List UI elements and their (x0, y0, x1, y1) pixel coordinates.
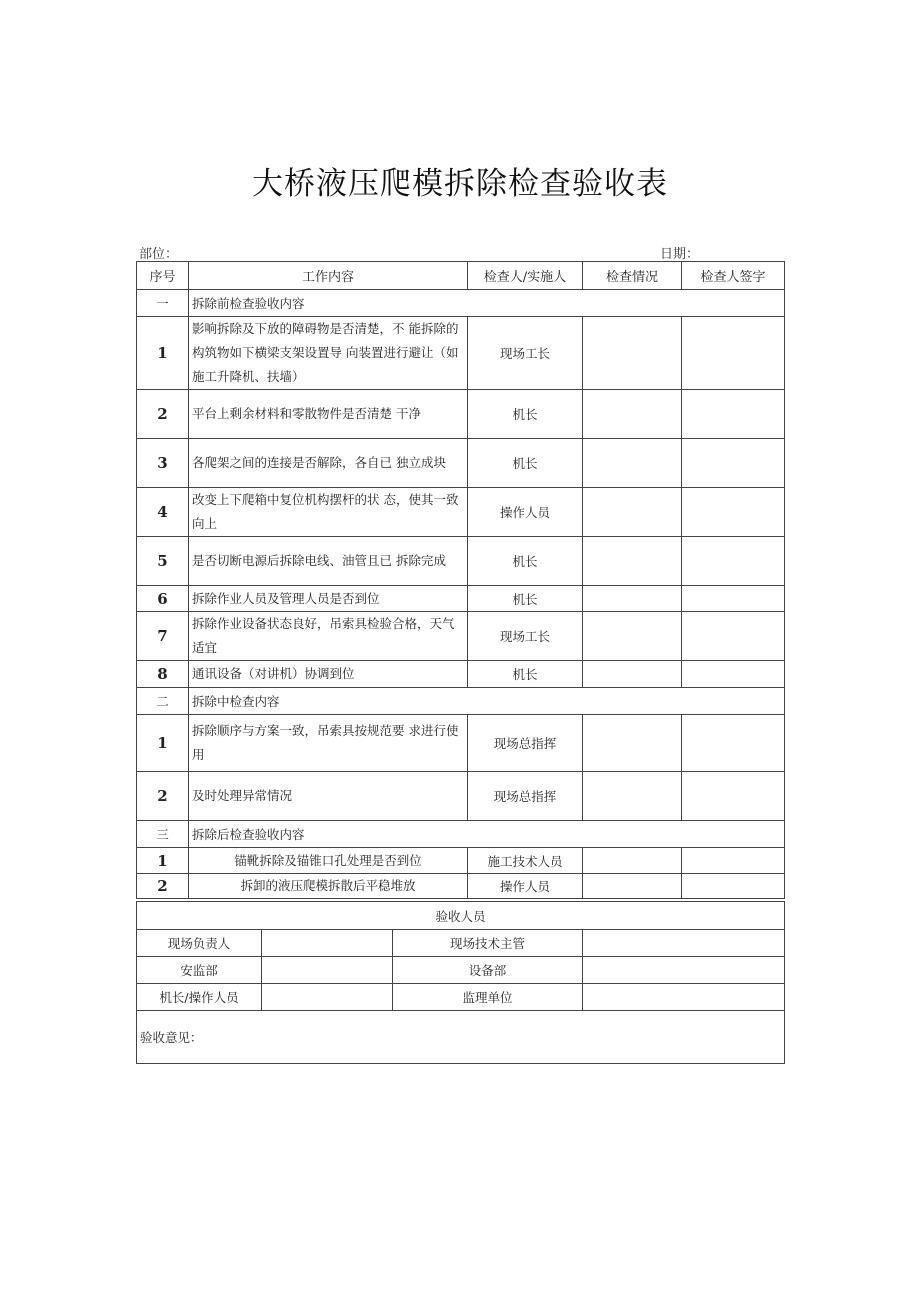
table-row (137, 848, 785, 874)
row-signature-cell[interactable] (682, 390, 785, 439)
row-seq: 5 (137, 537, 189, 586)
row-status-cell[interactable] (583, 439, 682, 488)
table-row (137, 488, 785, 537)
row-content: 改变上下爬箱中复位机构摆杆的状 态，使其一致向上 (189, 488, 468, 537)
row-signature-cell[interactable] (682, 537, 785, 586)
inspection-table (136, 261, 785, 899)
acceptance-sign-left[interactable] (262, 957, 393, 984)
header-seq: 序号 (137, 262, 189, 290)
row-seq: 2 (137, 390, 189, 439)
table-row (137, 661, 785, 688)
table-row (137, 390, 785, 439)
header-content: 工作内容 (189, 262, 468, 290)
row-signature-cell[interactable] (682, 874, 785, 899)
section-row (137, 688, 785, 715)
row-status-cell[interactable] (583, 317, 682, 390)
acceptance-role-right: 设备部 (393, 957, 583, 984)
acceptance-sign-left[interactable] (262, 984, 393, 1011)
acceptance-opinion[interactable]: 验收意见： (137, 1011, 785, 1064)
row-seq: 1 (137, 317, 189, 390)
row-seq: 2 (137, 874, 189, 899)
row-content: 拆除作业人员及管理人员是否到位 (189, 586, 468, 612)
row-inspector: 机长 (468, 439, 583, 488)
section-number: 三 (137, 821, 189, 848)
date-label: 日期： (660, 247, 700, 262)
location-label: 部位： (139, 247, 179, 262)
row-content: 拆卸的液压爬模拆散后平稳堆放 (189, 874, 468, 899)
acceptance-row (137, 984, 785, 1011)
row-inspector: 现场工长 (468, 317, 583, 390)
table-row (137, 537, 785, 586)
row-status-cell[interactable] (583, 661, 682, 688)
row-inspector: 现场总指挥 (468, 772, 583, 821)
acceptance-heading: 验收人员 (137, 902, 785, 930)
table-row (137, 715, 785, 772)
acceptance-table (136, 901, 785, 1064)
table-row (137, 317, 785, 390)
table-row (137, 772, 785, 821)
page-title: 大桥液压爬模拆除检查验收表 (252, 166, 668, 202)
row-status-cell[interactable] (583, 537, 682, 586)
row-seq: 8 (137, 661, 189, 688)
acceptance-role-left: 机长/操作人员 (137, 984, 262, 1011)
row-signature-cell[interactable] (682, 772, 785, 821)
acceptance-opinion-row (137, 1011, 785, 1064)
row-signature-cell[interactable] (682, 612, 785, 661)
row-content: 影响拆除及下放的障碍物是否清楚，不 能拆除的构筑物如下横梁支架设置导 向装置进行避让（如施工升降机、扶墙） (189, 317, 468, 390)
acceptance-heading-row (137, 902, 785, 930)
table-row (137, 586, 785, 612)
row-seq: 2 (137, 772, 189, 821)
acceptance-sign-right[interactable] (583, 984, 785, 1011)
acceptance-role-left: 现场负责人 (137, 930, 262, 957)
row-signature-cell[interactable] (682, 586, 785, 612)
header-status: 检查情况 (583, 262, 682, 290)
section-row (137, 821, 785, 848)
table-row (137, 439, 785, 488)
row-content: 平台上剩余材料和零散物件是否清楚 干净 (189, 390, 468, 439)
row-status-cell[interactable] (583, 772, 682, 821)
acceptance-sign-right[interactable] (583, 957, 785, 984)
row-seq: 1 (137, 715, 189, 772)
acceptance-role-right: 监理单位 (393, 984, 583, 1011)
row-signature-cell[interactable] (682, 439, 785, 488)
row-content: 各爬架之间的连接是否解除，各自已 独立成块 (189, 439, 468, 488)
row-inspector: 施工技术人员 (468, 848, 583, 874)
row-inspector: 操作人员 (468, 488, 583, 537)
row-content: 拆除顺序与方案一致，吊索具按规范要 求进行使用 (189, 715, 468, 772)
acceptance-sign-right[interactable] (583, 930, 785, 957)
row-content: 锚靴拆除及锚锥口孔处理是否到位 (189, 848, 468, 874)
row-seq: 3 (137, 439, 189, 488)
acceptance-role-left: 安监部 (137, 957, 262, 984)
row-status-cell[interactable] (583, 874, 682, 899)
row-content: 通讯设备（对讲机）协调到位 (189, 661, 468, 688)
table-header-row (137, 262, 785, 290)
row-signature-cell[interactable] (682, 661, 785, 688)
row-seq: 4 (137, 488, 189, 537)
acceptance-role-right: 现场技术主管 (393, 930, 583, 957)
row-inspector: 机长 (468, 537, 583, 586)
row-signature-cell[interactable] (682, 488, 785, 537)
section-title: 拆除后检查验收内容 (189, 821, 785, 848)
row-signature-cell[interactable] (682, 715, 785, 772)
row-seq: 7 (137, 612, 189, 661)
section-number: 一 (137, 290, 189, 317)
row-content: 及时处理异常情况 (189, 772, 468, 821)
row-status-cell[interactable] (583, 586, 682, 612)
row-status-cell[interactable] (583, 848, 682, 874)
row-signature-cell[interactable] (682, 848, 785, 874)
row-signature-cell[interactable] (682, 317, 785, 390)
acceptance-row (137, 930, 785, 957)
row-inspector: 现场总指挥 (468, 715, 583, 772)
section-title: 拆除中检查内容 (189, 688, 785, 715)
row-inspector: 机长 (468, 661, 583, 688)
header-signature: 检查人签字 (682, 262, 785, 290)
row-inspector: 机长 (468, 586, 583, 612)
table-row (137, 874, 785, 899)
row-status-cell[interactable] (583, 488, 682, 537)
row-status-cell[interactable] (583, 715, 682, 772)
row-inspector: 机长 (468, 390, 583, 439)
acceptance-row (137, 957, 785, 984)
row-content: 是否切断电源后拆除电线、油管且已 拆除完成 (189, 537, 468, 586)
acceptance-sign-left[interactable] (262, 930, 393, 957)
row-status-cell[interactable] (583, 612, 682, 661)
row-seq: 1 (137, 848, 189, 874)
row-content: 拆除作业设备状态良好，吊索具检验合格，天气适宜 (189, 612, 468, 661)
row-status-cell[interactable] (583, 390, 682, 439)
section-number: 二 (137, 688, 189, 715)
row-inspector: 现场工长 (468, 612, 583, 661)
section-title: 拆除前检查验收内容 (189, 290, 785, 317)
row-inspector: 操作人员 (468, 874, 583, 899)
section-row (137, 290, 785, 317)
header-inspector: 检查人/实施人 (468, 262, 583, 290)
row-seq: 6 (137, 586, 189, 612)
table-row (137, 612, 785, 661)
